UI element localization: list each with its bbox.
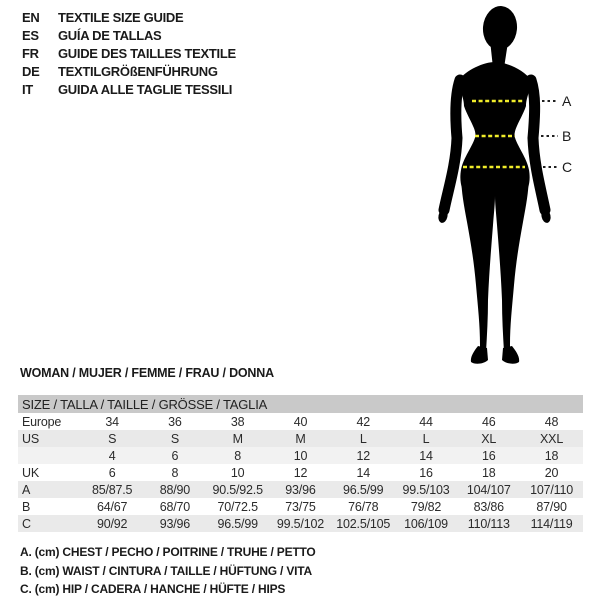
size-table bbox=[18, 395, 583, 532]
row-label: C bbox=[22, 516, 31, 531]
size-cell: M bbox=[232, 431, 243, 446]
size-cell: 16 bbox=[481, 448, 496, 463]
size-cell: 40 bbox=[293, 414, 308, 429]
size-cell: 16 bbox=[419, 465, 433, 480]
size-cell: 10 bbox=[230, 465, 245, 480]
size-cell: 79/82 bbox=[410, 499, 442, 514]
language-title-list bbox=[22, 8, 236, 98]
language-title: TEXTILGRÖßENFÜHRUNG bbox=[58, 63, 218, 79]
language-code: IT bbox=[22, 81, 33, 97]
measurement-figure bbox=[400, 0, 600, 370]
size-cell: 14 bbox=[356, 465, 370, 480]
size-cell: 14 bbox=[419, 448, 433, 463]
size-cell: 46 bbox=[481, 414, 496, 429]
size-cell: 104/107 bbox=[466, 482, 511, 497]
size-cell: S bbox=[108, 431, 117, 446]
table-row bbox=[18, 430, 583, 447]
size-cell: 8 bbox=[234, 448, 242, 463]
table-row bbox=[18, 413, 583, 430]
size-cell: 48 bbox=[544, 414, 559, 429]
size-cell: 99.5/102 bbox=[276, 516, 324, 531]
size-cell: XXL bbox=[540, 431, 564, 446]
language-title: TEXTILE SIZE GUIDE bbox=[58, 9, 184, 25]
size-cell: 88/90 bbox=[159, 482, 191, 497]
row-label: US bbox=[22, 431, 39, 446]
size-cell: 93/96 bbox=[159, 516, 191, 531]
size-cell: 36 bbox=[168, 414, 182, 429]
size-cell: L bbox=[422, 431, 430, 446]
row-label: A bbox=[22, 482, 31, 497]
measure-label-b: B bbox=[562, 128, 572, 144]
size-cell: 12 bbox=[293, 465, 308, 480]
size-cell: 38 bbox=[230, 414, 245, 429]
size-cell: 96.5/99 bbox=[343, 482, 384, 497]
size-cell: S bbox=[170, 431, 179, 446]
size-cell: 68/70 bbox=[159, 499, 191, 514]
table-row bbox=[18, 498, 583, 515]
language-row bbox=[22, 44, 236, 62]
size-table-body bbox=[18, 395, 583, 532]
size-cell: 106/109 bbox=[404, 516, 448, 531]
row-label: Europe bbox=[22, 414, 62, 429]
size-cell: 85/87.5 bbox=[91, 482, 133, 497]
language-title: GUIDE DES TAILLES TEXTILE bbox=[58, 45, 236, 61]
size-cell: 8 bbox=[171, 465, 179, 480]
legend-line-waist: B. (cm) WAIST / CINTURA / TAILLE / HÜFTUNG / VITA bbox=[20, 563, 312, 578]
size-cell: 107/110 bbox=[530, 482, 573, 497]
table-row bbox=[18, 515, 583, 532]
size-table-header-row bbox=[18, 395, 583, 413]
row-label: UK bbox=[22, 465, 39, 480]
measure-label-c: C bbox=[562, 159, 573, 175]
size-cell: 76/78 bbox=[348, 499, 379, 514]
language-title: GUÍA DE TALLAS bbox=[58, 27, 162, 43]
size-cell: 18 bbox=[481, 465, 496, 480]
size-cell: 64/67 bbox=[97, 499, 128, 514]
size-cell: 90.5/92.5 bbox=[212, 482, 263, 497]
language-code: EN bbox=[22, 9, 40, 25]
measure-legend bbox=[20, 543, 316, 599]
row-label bbox=[18, 447, 81, 464]
language-row bbox=[22, 8, 236, 26]
woman-silhouette bbox=[437, 5, 552, 364]
size-cell: 99.5/103 bbox=[402, 482, 450, 497]
size-cell: 110/113 bbox=[467, 516, 510, 531]
size-cell: 87/90 bbox=[536, 499, 567, 514]
table-row bbox=[18, 464, 583, 481]
size-cell: 20 bbox=[544, 465, 559, 480]
size-cell: 93/96 bbox=[285, 482, 316, 497]
language-code: DE bbox=[22, 63, 40, 79]
size-cell: 42 bbox=[356, 414, 370, 429]
size-cell: 70/72.5 bbox=[217, 499, 258, 514]
size-cell: 10 bbox=[293, 448, 308, 463]
size-cell: 96.5/99 bbox=[217, 516, 258, 531]
size-cell: 6 bbox=[171, 448, 179, 463]
language-row bbox=[22, 80, 236, 98]
size-cell: 90/92 bbox=[97, 516, 128, 531]
table-row bbox=[18, 481, 583, 498]
woman-silhouette-svg bbox=[400, 0, 600, 370]
size-cell: 4 bbox=[108, 448, 116, 463]
language-code: FR bbox=[22, 45, 39, 61]
measure-label-a: A bbox=[562, 93, 572, 109]
language-title: GUIDA ALLE TAGLIE TESSILI bbox=[58, 81, 233, 97]
size-cell: 83/86 bbox=[473, 499, 504, 514]
size-cell: L bbox=[359, 431, 367, 446]
size-cell: 114/119 bbox=[530, 516, 573, 531]
size-cell: 6 bbox=[108, 465, 116, 480]
size-table-header: SIZE / TALLA / TAILLE / GRÖSSE / TAGLIA bbox=[18, 395, 583, 413]
size-cell: 12 bbox=[356, 448, 370, 463]
size-cell: 34 bbox=[105, 414, 119, 429]
language-row bbox=[22, 26, 236, 44]
table-row bbox=[18, 447, 583, 464]
size-cell: 18 bbox=[544, 448, 559, 463]
section-title: WOMAN / MUJER / FEMME / FRAU / DONNA bbox=[20, 366, 274, 380]
size-cell: XL bbox=[481, 431, 497, 446]
size-cell: 102.5/105 bbox=[336, 516, 391, 531]
row-label: B bbox=[22, 499, 31, 514]
language-row bbox=[22, 62, 236, 80]
language-code: ES bbox=[22, 27, 39, 43]
size-cell: M bbox=[295, 431, 306, 446]
size-cell: 73/75 bbox=[285, 499, 316, 514]
legend-line-chest: A. (cm) CHEST / PECHO / POITRINE / TRUHE / PETTO bbox=[20, 545, 316, 560]
size-cell: 44 bbox=[419, 414, 433, 429]
legend-line-hip: C. (cm) HIP / CADERA / HANCHE / HÜFTE / HIPS bbox=[20, 582, 286, 597]
